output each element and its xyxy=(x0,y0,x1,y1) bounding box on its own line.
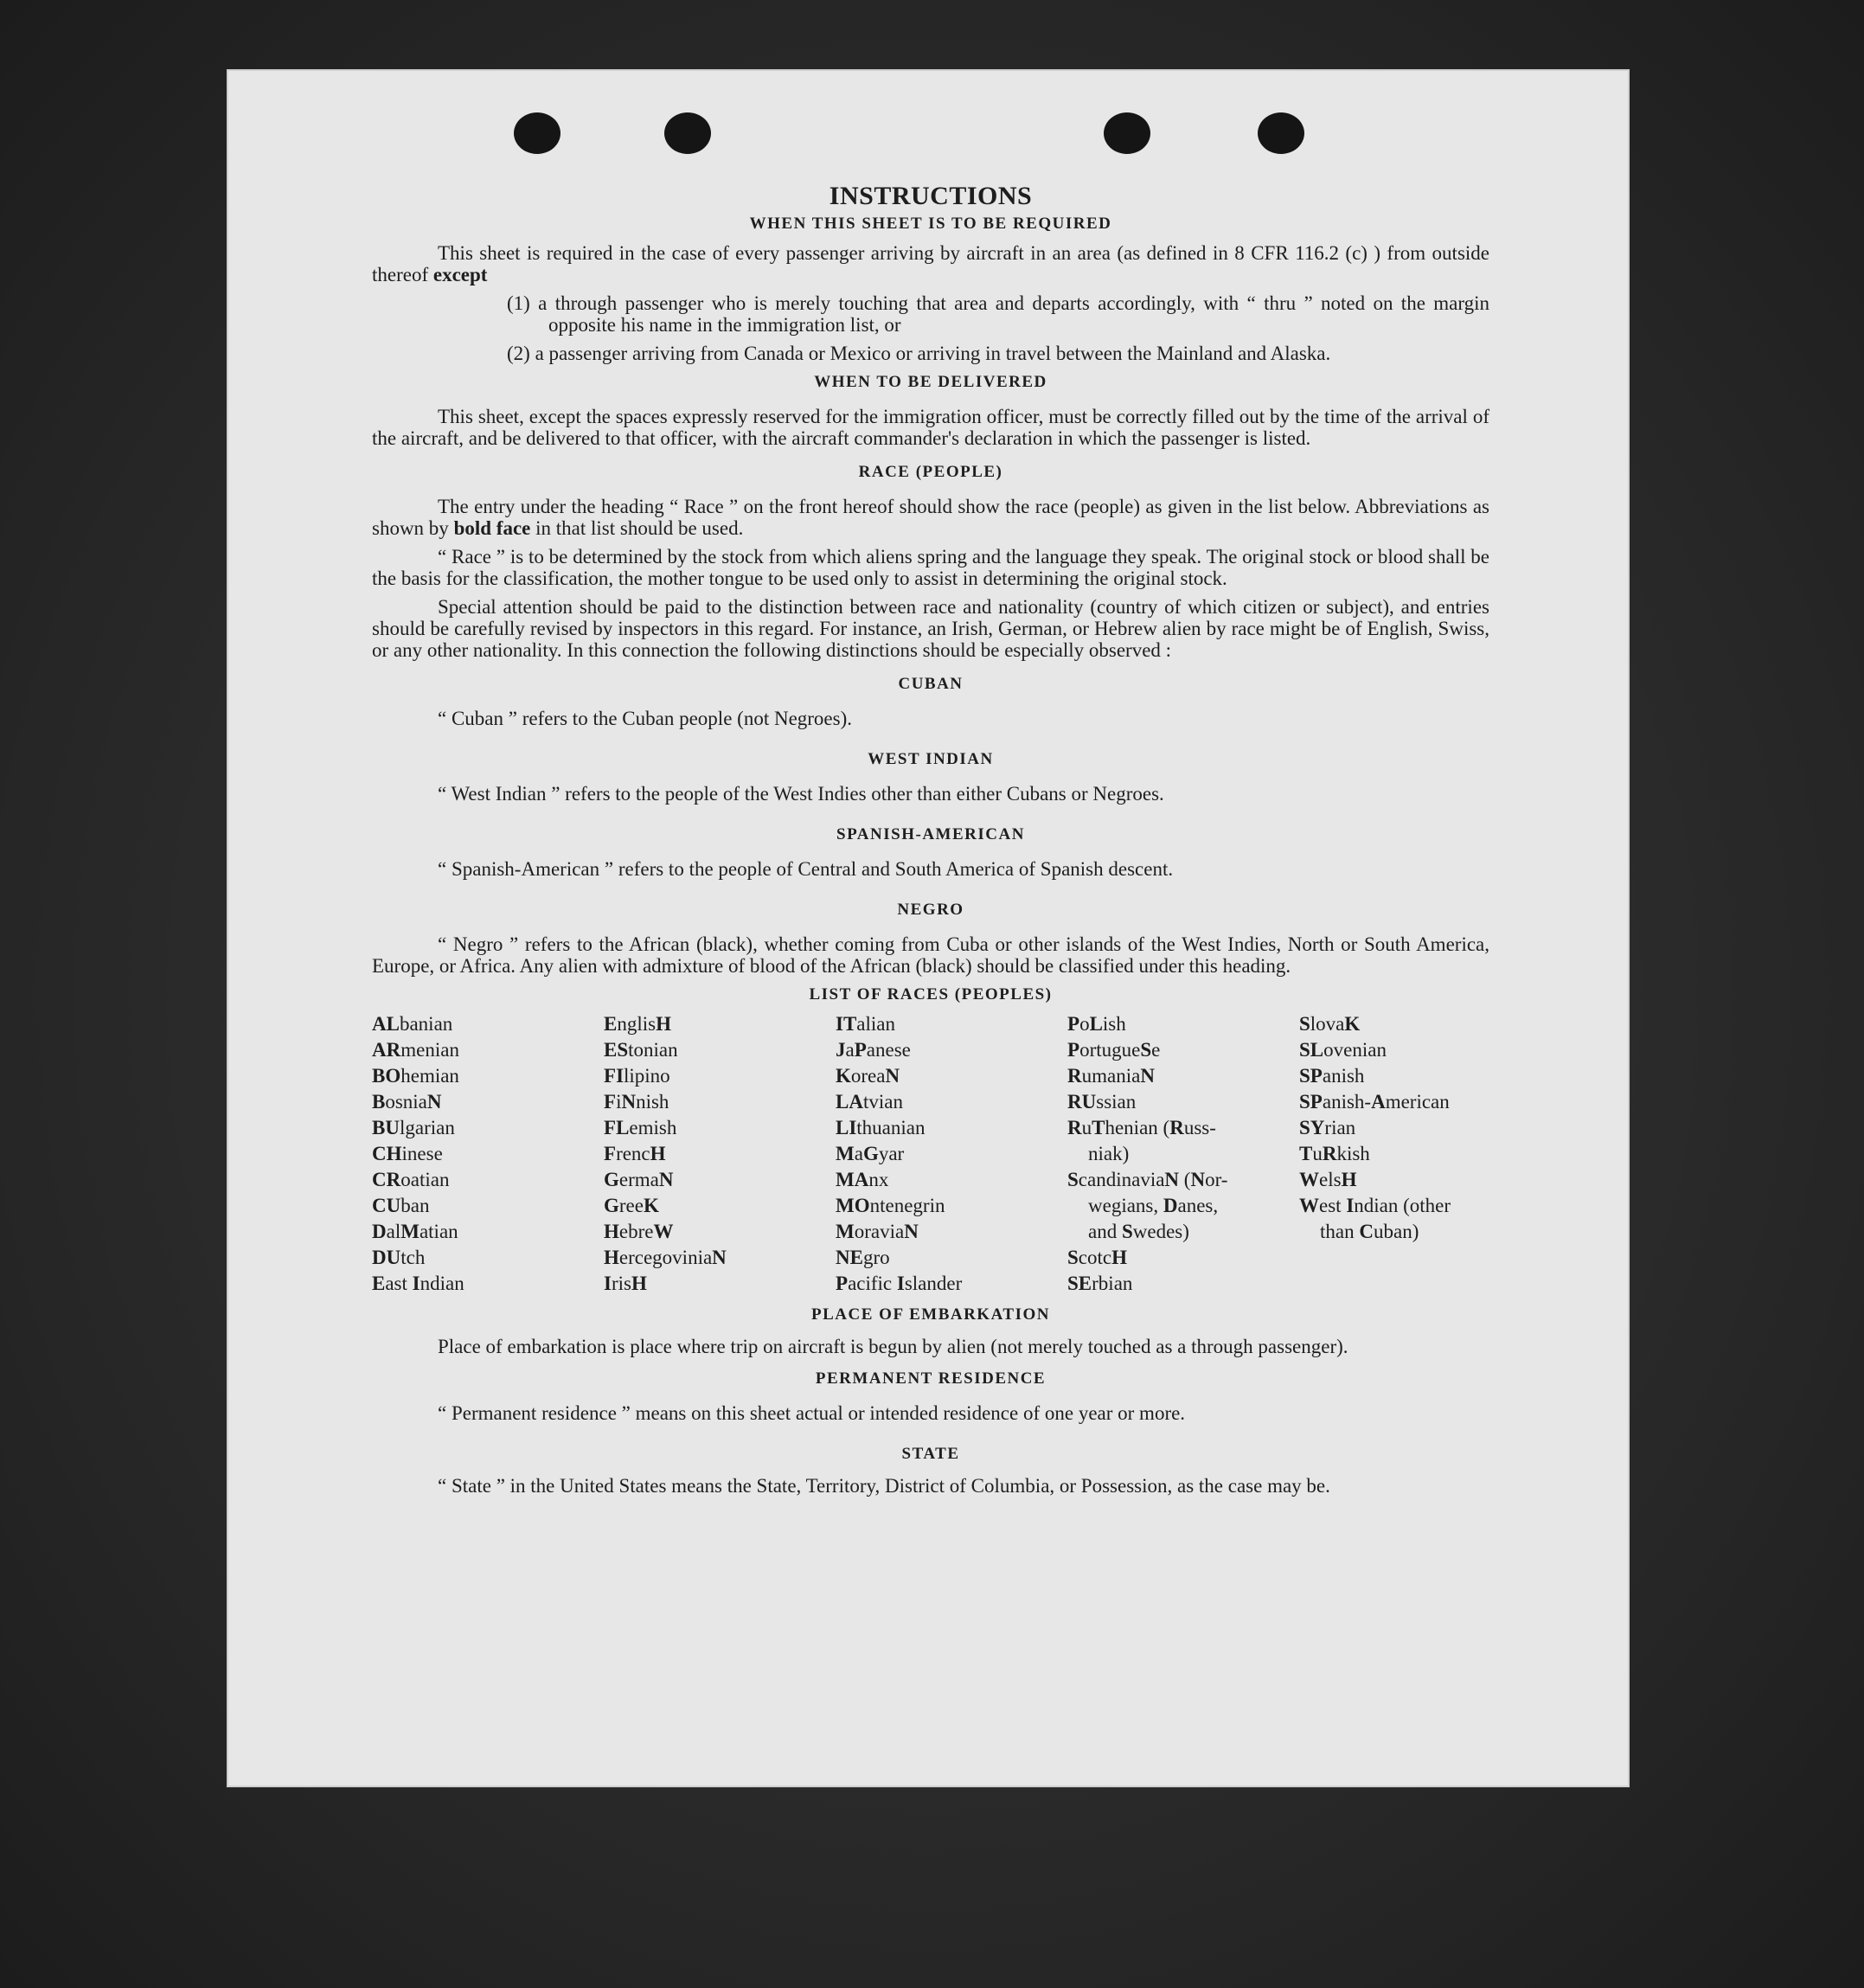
exception-item-2: (2) a passenger arriving from Canada or Mexico or arriving in travel between the Mainland and Alaska. xyxy=(507,343,1331,364)
race-entry: wegians, Danes, xyxy=(1088,1195,1219,1216)
delivered-text: This sheet, except the spaces expressly reserved for the immigration officer, must be correctly filled out by the time of the arrival of the aircraft, and be delivered to that officer, with the aircraft commander's declaration in which the passenger is listed. xyxy=(372,406,1489,449)
race-entry: EStonian xyxy=(604,1039,678,1061)
race-entry: SErbian xyxy=(1067,1273,1133,1294)
race-entry: IrisH xyxy=(604,1273,647,1294)
heading-delivered: WHEN TO BE DELIVERED xyxy=(814,373,1047,391)
race-column-3 xyxy=(836,1011,1067,1297)
race-entry: and Swedes) xyxy=(1088,1221,1189,1242)
document-body xyxy=(372,180,1489,1500)
heading-cuban: CUBAN xyxy=(898,675,964,693)
race-entry: BosniaN xyxy=(372,1091,442,1113)
race-entry: than Cuban) xyxy=(1320,1221,1419,1242)
heading-residence: PERMANENT RESIDENCE xyxy=(815,1369,1047,1388)
race-entry: FrencH xyxy=(604,1143,666,1164)
race-entry: Pacific Islander xyxy=(836,1273,963,1294)
heading-embarkation: PLACE OF EMBARKATION xyxy=(811,1305,1050,1324)
race-entry: RumaniaN xyxy=(1067,1065,1155,1087)
race-paragraph-2: “ Race ” is to be determined by the stock from which aliens spring and the language they speak. The original stock or blood shall be the basis for the classification, the mother tongue to be used only to assist in determining the original stock. xyxy=(372,546,1489,589)
race-entry: SYrian xyxy=(1299,1117,1356,1138)
race-entry: SPanish-American xyxy=(1299,1091,1450,1113)
race-column-5 xyxy=(1299,1011,1489,1297)
race-entry: MaGyar xyxy=(836,1143,905,1164)
race-entry: NEgro xyxy=(836,1247,890,1268)
required-intro: This sheet is required in the case of every passenger arriving by aircraft in an area (as defined in 8 CFR 116.2 (c) ) from outside thereof except xyxy=(372,242,1489,285)
heading-required: WHEN THIS SHEET IS TO BE REQUIRED xyxy=(749,215,1112,233)
punch-hole xyxy=(1104,112,1150,154)
race-entry: HercegoviniaN xyxy=(604,1247,727,1268)
heading-west-indian: WEST INDIAN xyxy=(868,750,994,768)
race-entry: SPanish xyxy=(1299,1065,1365,1087)
cuban-text: “ Cuban ” refers to the Cuban people (not Negroes). xyxy=(438,708,853,729)
race-entry: RUssian xyxy=(1067,1091,1137,1113)
race-entry: RuThenian (Russ- xyxy=(1067,1117,1216,1138)
spanish-american-text: “ Spanish-American ” refers to the people of Central and South America of Spanish descent. xyxy=(438,858,1174,880)
race-entry: West Indian (other xyxy=(1299,1195,1451,1216)
race-entry: FIlipino xyxy=(604,1065,670,1087)
race-entry: MoraviaN xyxy=(836,1221,919,1242)
race-column-4 xyxy=(1067,1011,1299,1297)
punch-hole xyxy=(1258,112,1304,154)
race-entry: MAnx xyxy=(836,1169,889,1190)
race-entry: TuRkish xyxy=(1299,1143,1370,1164)
heading-race: RACE (PEOPLE) xyxy=(858,463,1003,481)
race-column-1 xyxy=(372,1011,604,1297)
race-entry: ScandinaviaN (Nor- xyxy=(1067,1169,1228,1190)
page-title: INSTRUCTIONS xyxy=(829,182,1033,210)
race-entry: HebreW xyxy=(604,1221,674,1242)
residence-text: “ Permanent residence ” means on this sheet actual or intended residence of one year or more. xyxy=(438,1402,1186,1424)
race-list xyxy=(372,1011,1489,1297)
race-entry: ARmenian xyxy=(372,1039,459,1061)
race-entry: FLemish xyxy=(604,1117,677,1138)
race-entry: LIthuanian xyxy=(836,1117,926,1138)
race-entry: DalMatian xyxy=(372,1221,458,1242)
heading-list-of-races: LIST OF RACES (PEOPLES) xyxy=(809,985,1053,1004)
race-entry: EnglisH xyxy=(604,1013,671,1035)
race-entry: ITalian xyxy=(836,1013,895,1035)
race-entry: DUtch xyxy=(372,1247,426,1268)
race-entry: East Indian xyxy=(372,1273,464,1294)
race-entry: WelsH xyxy=(1299,1169,1357,1190)
race-entry: CHinese xyxy=(372,1143,443,1164)
race-entry: KoreaN xyxy=(836,1065,900,1087)
race-entry: PortugueSe xyxy=(1067,1039,1161,1061)
race-entry: BOhemian xyxy=(372,1065,459,1087)
negro-text: “ Negro ” refers to the African (black), whether coming from Cuba or other islands of the West Indies, North or South America, Europe, or Africa. Any alien with admixture of blood of the African (black) should be classified under this heading. xyxy=(372,933,1489,977)
race-entry: SLovenian xyxy=(1299,1039,1387,1061)
race-entry: ScotcH xyxy=(1067,1247,1127,1268)
west-indian-text: “ West Indian ” refers to the people of the West Indies other than either Cubans or Negroes. xyxy=(438,783,1164,805)
exception-item-1: (1) a through passenger who is merely touching that area and departs accordingly, with “ thru ” noted on the margin opposite his name in the immigration list, or xyxy=(507,292,1489,336)
heading-state: STATE xyxy=(901,1445,960,1463)
race-column-2 xyxy=(604,1011,836,1297)
race-paragraph-3: Special attention should be paid to the distinction between race and nationality (country of which citizen or subject), and entries should be carefully revised by inspectors in this regard. For instance, an Irish, German, or Hebrew alien by race might be of English, Swiss, or any other nationality. In this connection the following distinctions should be especially observed : xyxy=(372,596,1489,661)
race-entry: CUban xyxy=(372,1195,430,1216)
race-entry: GreeK xyxy=(604,1195,659,1216)
heading-negro: NEGRO xyxy=(897,901,964,919)
race-entry: GermaN xyxy=(604,1169,674,1190)
instruction-sheet xyxy=(227,69,1630,1787)
race-entry: BUlgarian xyxy=(372,1117,455,1138)
punch-hole xyxy=(664,112,711,154)
race-entry: LAtvian xyxy=(836,1091,903,1113)
race-entry: ALbanian xyxy=(372,1013,453,1035)
state-text: “ State ” in the United States means the State, Territory, District of Columbia, or Possession, as the case may be. xyxy=(438,1475,1330,1497)
race-entry: CRoatian xyxy=(372,1169,450,1190)
heading-spanish-american: SPANISH-AMERICAN xyxy=(836,825,1025,843)
punch-hole xyxy=(514,112,560,154)
race-entry: niak) xyxy=(1088,1143,1130,1164)
race-entry: JaPanese xyxy=(836,1039,911,1061)
race-entry: MOntenegrin xyxy=(836,1195,945,1216)
race-entry: SlovaK xyxy=(1299,1013,1361,1035)
race-entry: FiNnish xyxy=(604,1091,669,1113)
race-paragraph-1: The entry under the heading “ Race ” on the front hereof should show the race (people) as given in the list below. Abbreviations as shown by bold face in that list should be used. xyxy=(372,496,1489,539)
embarkation-text: Place of embarkation is place where trip on aircraft is begun by alien (not merely touched as a through passenger). xyxy=(438,1336,1348,1357)
race-entry: PoLish xyxy=(1067,1013,1126,1035)
